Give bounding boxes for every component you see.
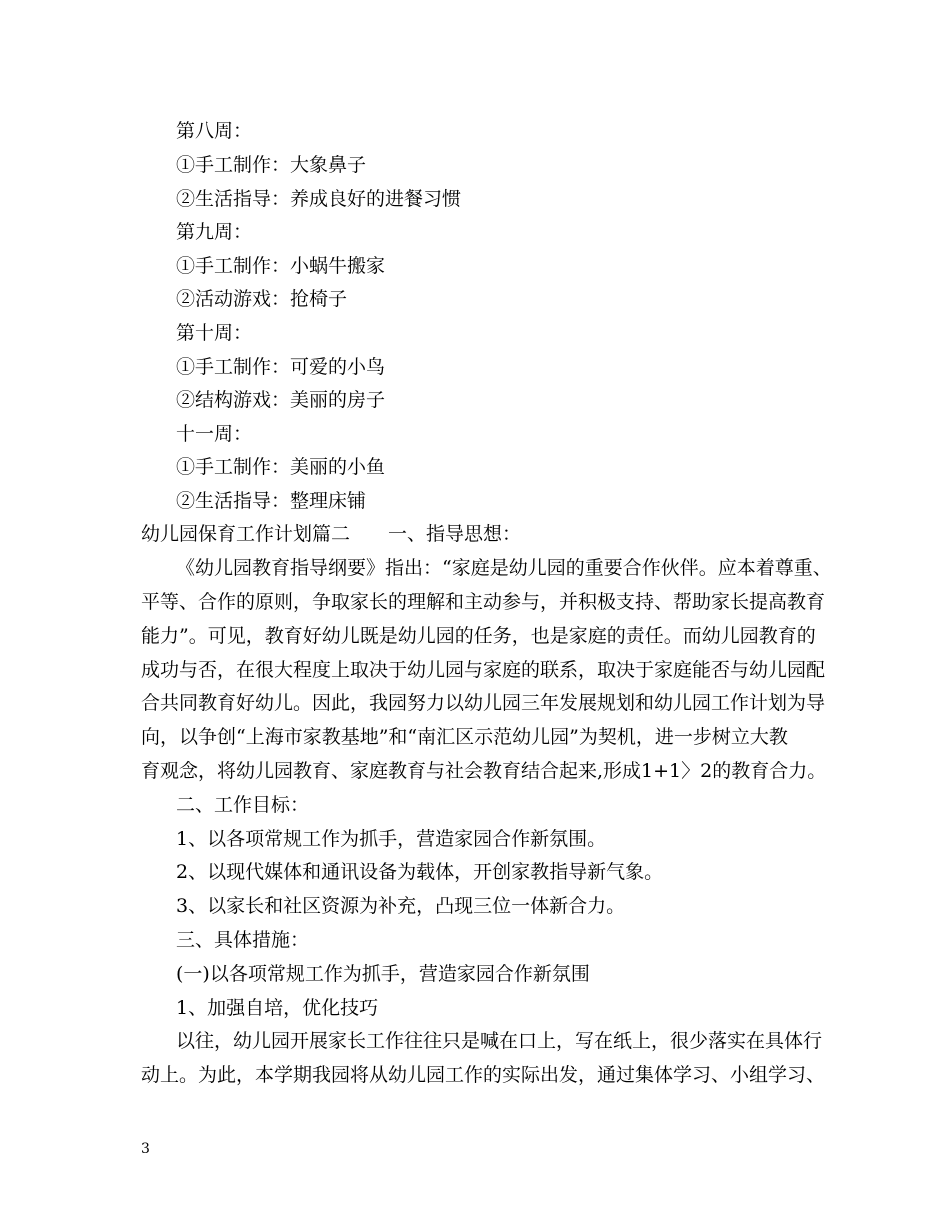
paragraph-line: 《幼儿园教育指导纲要》指出：“家庭是幼儿园的重要合作伙伴。应本着尊重、	[176, 557, 832, 579]
text-line: ①手工制作：美丽的小鱼	[176, 456, 386, 478]
paragraph-line: 育观念，将幼儿园教育、家庭教育与社会教育结合起来,形成1+1〉2的教育合力。	[141, 760, 827, 782]
subheading: 1、加强自培，优化技巧	[176, 997, 379, 1019]
week-11-heading: 十一周：	[176, 423, 253, 445]
list-item: 3、以家长和社区资源为补充，凸现三位一体新合力。	[176, 895, 626, 917]
text-line: ①手工制作：小蜗牛搬家	[176, 255, 386, 277]
paragraph-line: 动上。为此，本学期我园将从幼儿园工作的实际出发，通过集体学习、小组学习、	[141, 1064, 826, 1086]
page-number: 3	[141, 1141, 150, 1157]
paragraph-line: 能力”。可见，教育好幼儿既是幼儿园的任务，也是家庭的责任。而幼儿园教育的	[141, 625, 816, 647]
section-heading: 幼儿园保育工作计划篇二 一、指导思想：	[141, 523, 522, 545]
subheading: 二、工作目标：	[176, 794, 310, 816]
paragraph-line: 向，以争创“上海市家教基地”和“南汇区示范幼儿园”为契机，进一步树立大教	[141, 726, 788, 748]
text-line: ①手工制作：可爱的小鸟	[176, 356, 386, 378]
text-line: ①手工制作：大象鼻子	[176, 154, 367, 176]
week-10-heading: 第十周：	[176, 322, 253, 344]
paragraph-line: 平等、合作的原则，争取家长的理解和主动参与，并积极支持、帮助家长提高教育	[141, 591, 826, 613]
text-line: ②生活指导：养成良好的进餐习惯	[176, 188, 462, 210]
subheading: 三、具体措施：	[176, 929, 310, 951]
subheading: (一)以各项常规工作为抓手，营造家园合作新氛围	[176, 963, 590, 985]
paragraph-line: 合共同教育好幼儿。因此，我园努力以幼儿园三年发展规划和幼儿园工作计划为导	[141, 692, 826, 714]
text-line: ②活动游戏：抢椅子	[176, 288, 348, 310]
week-9-heading: 第九周：	[176, 221, 253, 243]
week-8-heading: 第八周：	[176, 120, 253, 142]
paragraph-line: 成功与否，在很大程度上取决于幼儿园与家庭的联系，取决于家庭能否与幼儿园配	[141, 659, 826, 681]
list-item: 1、以各项常规工作为抓手，营造家园合作新氛围。	[176, 828, 607, 850]
text-line: ②生活指导：整理床铺	[176, 490, 367, 512]
text-line: ②结构游戏：美丽的房子	[176, 389, 386, 411]
list-item: 2、以现代媒体和通讯设备为载体，开创家教指导新气象。	[176, 861, 664, 883]
paragraph-line: 以往，幼儿园开展家长工作往往只是喊在口上，写在纸上，很少落实在具体行	[176, 1030, 823, 1052]
